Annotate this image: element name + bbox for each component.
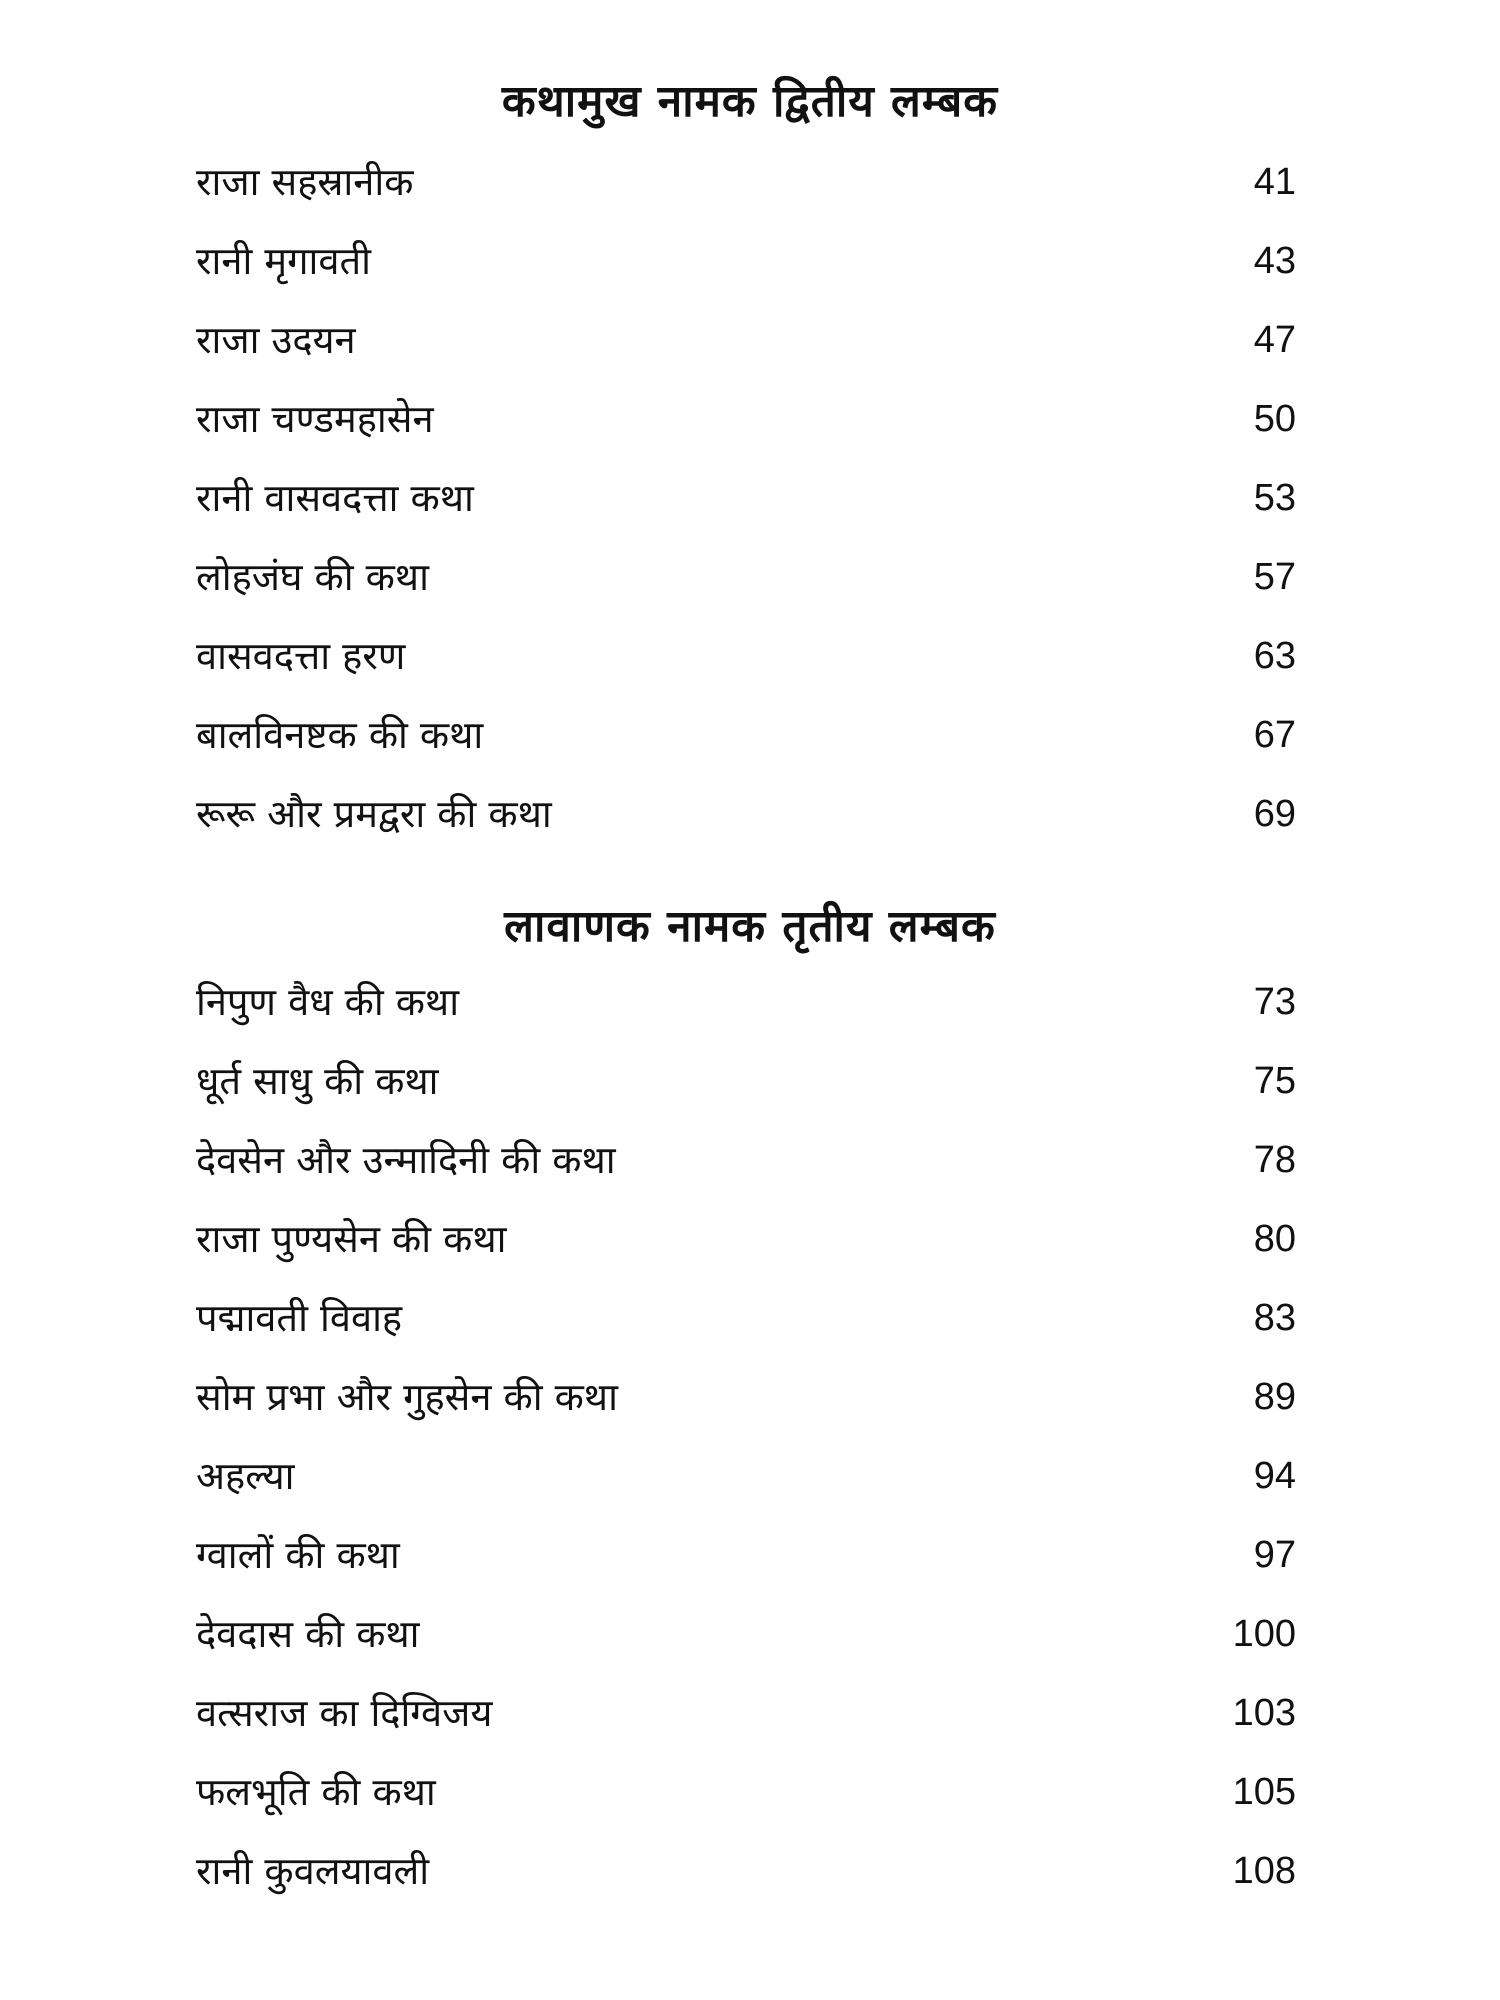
toc-entry-title: अहल्या (196, 1453, 295, 1498)
toc-entry-title: बालविनष्टक की कथा (196, 712, 484, 757)
toc-list (196, 962, 1296, 1910)
toc-entry-page: 41 (1253, 160, 1296, 203)
toc-entry[interactable] (196, 1357, 1296, 1436)
toc-entry-title: देवसेन और उन्मादिनी की कथा (196, 1137, 616, 1182)
toc-entry-page: 69 (1253, 792, 1296, 835)
toc-entry[interactable] (196, 616, 1296, 695)
toc-entry-page: 105 (1232, 1770, 1296, 1813)
toc-entry-title: पद्मावती विवाह (196, 1295, 403, 1340)
toc-entry[interactable] (196, 1278, 1296, 1357)
toc-entry-title: राजा पुण्यसेन की कथा (196, 1216, 507, 1261)
toc-entry-page: 63 (1253, 634, 1296, 677)
toc-entry[interactable] (196, 537, 1296, 616)
toc-entry[interactable] (196, 1120, 1296, 1199)
toc-entry-title: धूर्त साधु की कथा (196, 1058, 439, 1103)
toc-list (196, 142, 1296, 853)
toc-entry-page: 75 (1253, 1059, 1296, 1102)
toc-entry-page: 57 (1253, 555, 1296, 598)
toc-entry[interactable] (196, 774, 1296, 853)
toc-entry-page: 89 (1253, 1375, 1296, 1418)
toc-entry-title: राजा सहस्रानीक (196, 159, 414, 204)
section-title: लावाणक नामक तृतीय लम्बक (504, 901, 996, 952)
toc-entry-page: 103 (1232, 1691, 1296, 1734)
toc-entry-title: राजा उदयन (196, 317, 356, 362)
toc-entry-page: 67 (1253, 713, 1296, 756)
toc-entry[interactable] (196, 695, 1296, 774)
toc-entry[interactable] (196, 1831, 1296, 1910)
toc-entry-page: 80 (1253, 1217, 1296, 1260)
toc-entry[interactable] (196, 1673, 1296, 1752)
toc-entry[interactable] (196, 1436, 1296, 1515)
toc-entry-title: रानी वासवदत्ता कथा (196, 475, 474, 520)
toc-entry-title: लोहजंघ की कथा (196, 554, 429, 599)
toc-entry-page: 100 (1232, 1612, 1296, 1655)
toc-entry[interactable] (196, 1752, 1296, 1831)
toc-entry-title: वत्सराज का दिग्विजय (196, 1690, 493, 1735)
toc-entry[interactable] (196, 142, 1296, 221)
toc-entry-page: 47 (1253, 318, 1296, 361)
toc-entry-page: 53 (1253, 476, 1296, 519)
toc-entry-title: राजा चण्डमहासेन (196, 396, 434, 441)
toc-entry-title: रानी कुवलयावली (196, 1848, 430, 1893)
toc-entry[interactable] (196, 1515, 1296, 1594)
toc-entry-page: 43 (1253, 239, 1296, 282)
toc-entry[interactable] (196, 1041, 1296, 1120)
toc-entry-title: रानी मृगावती (196, 238, 371, 283)
toc-entry-page: 97 (1253, 1533, 1296, 1576)
toc-entry[interactable] (196, 1199, 1296, 1278)
toc-entry-title: निपुण वैध की कथा (196, 979, 460, 1024)
toc-entry-title: वासवदत्ता हरण (196, 633, 406, 678)
toc-entry-title: ग्वालों की कथा (196, 1532, 400, 1577)
toc-entry[interactable] (196, 1594, 1296, 1673)
toc-entry-page: 108 (1232, 1849, 1296, 1892)
toc-entry-title: देवदास की कथा (196, 1611, 420, 1656)
toc-entry-title: रूरू और प्रमद्वरा की कथा (196, 791, 552, 836)
toc-entry-page: 78 (1253, 1138, 1296, 1181)
toc-entry-title: फलभूति की कथा (196, 1769, 436, 1814)
toc-entry-title: सोम प्रभा और गुहसेन की कथा (196, 1374, 618, 1419)
section-title: कथामुख नामक द्वितीय लम्बक (501, 76, 999, 127)
toc-entry-page: 50 (1253, 397, 1296, 440)
toc-entry[interactable] (196, 962, 1296, 1041)
toc-entry-page: 73 (1253, 980, 1296, 1023)
toc-entry-page: 83 (1253, 1296, 1296, 1339)
toc-entry[interactable] (196, 458, 1296, 537)
toc-entry-page: 94 (1253, 1454, 1296, 1497)
toc-entry[interactable] (196, 300, 1296, 379)
toc-entry[interactable] (196, 379, 1296, 458)
toc-entry[interactable] (196, 221, 1296, 300)
